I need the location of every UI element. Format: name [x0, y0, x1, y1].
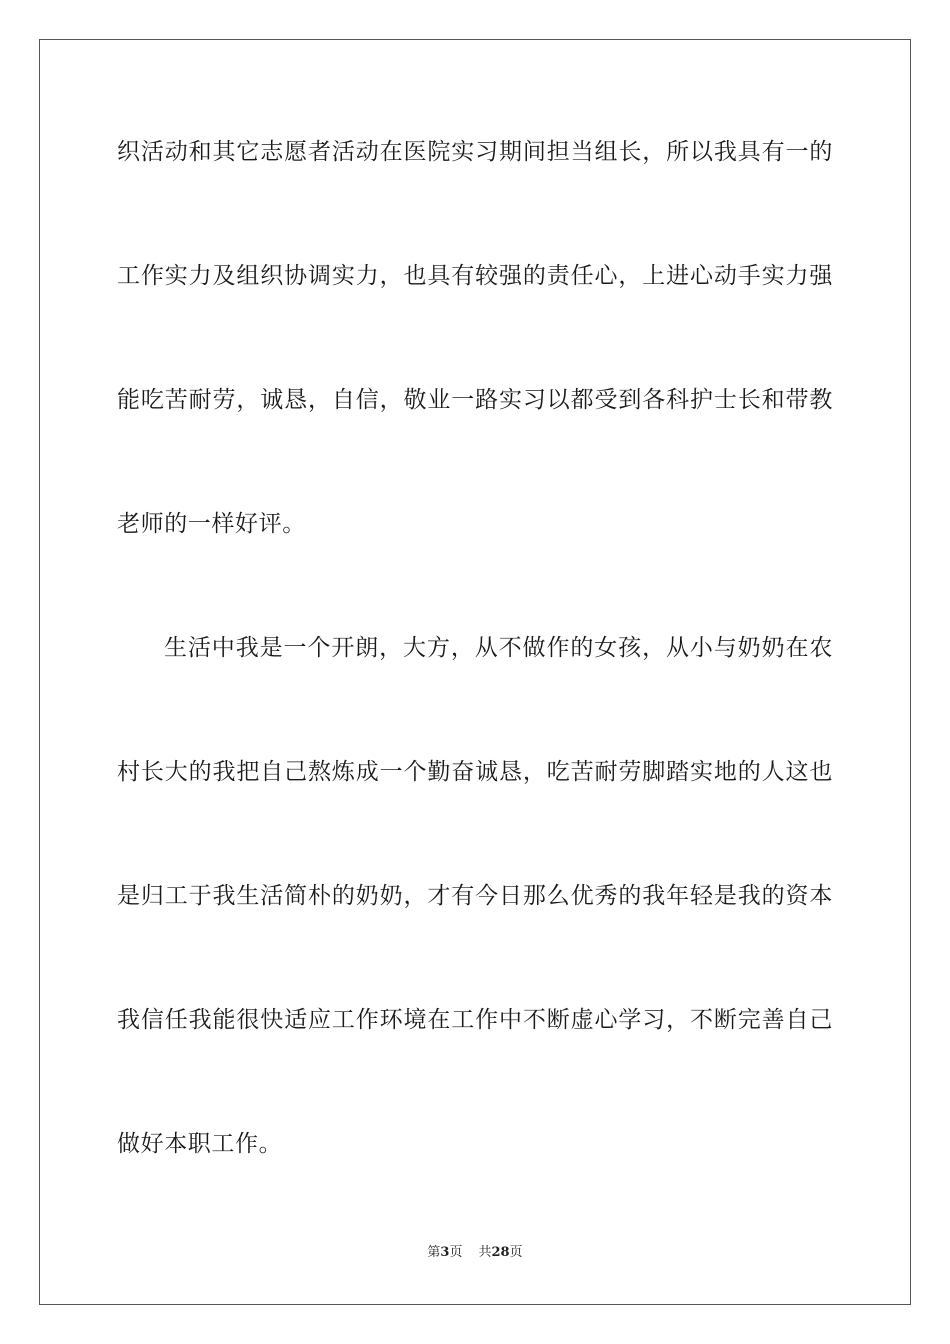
footer-total-pages: 28	[491, 1245, 510, 1260]
page-frame	[39, 39, 911, 1305]
body-line-8: 我信任我能很快适应工作环境在工作中不断虚心学习，不断完善自己	[117, 1007, 833, 1033]
page-footer	[0, 1244, 950, 1262]
footer-page-prefix: 第	[427, 1245, 441, 1260]
footer-total-prefix: 共	[478, 1245, 492, 1260]
body-line-9: 做好本职工作。	[117, 1131, 283, 1157]
footer-current-page: 3	[440, 1245, 450, 1260]
body-line-7: 是归工于我生活简朴的奶奶，才有今日那么优秀的我年轻是我的资本	[117, 883, 833, 909]
footer-page-suffix: 页	[449, 1245, 463, 1260]
body-line-4: 老师的一样好评。	[117, 511, 306, 537]
body-line-1: 织活动和其它志愿者活动在医院实习期间担当组长，所以我具有一的	[117, 139, 833, 165]
body-line-3: 能吃苦耐劳，诚恳，自信，敬业一路实习以都受到各科护士长和带教	[117, 387, 833, 413]
body-line-6: 村长大的我把自己熬炼成一个勤奋诚恳，吃苦耐劳脚踏实地的人这也	[117, 759, 833, 785]
body-line-2: 工作实力及组织协调实力，也具有较强的责任心，上进心动手实力强	[117, 263, 833, 289]
footer-total-suffix: 页	[509, 1245, 523, 1260]
body-line-5: 生活中我是一个开朗，大方，从不做作的女孩，从小与奶奶在农	[164, 635, 833, 661]
